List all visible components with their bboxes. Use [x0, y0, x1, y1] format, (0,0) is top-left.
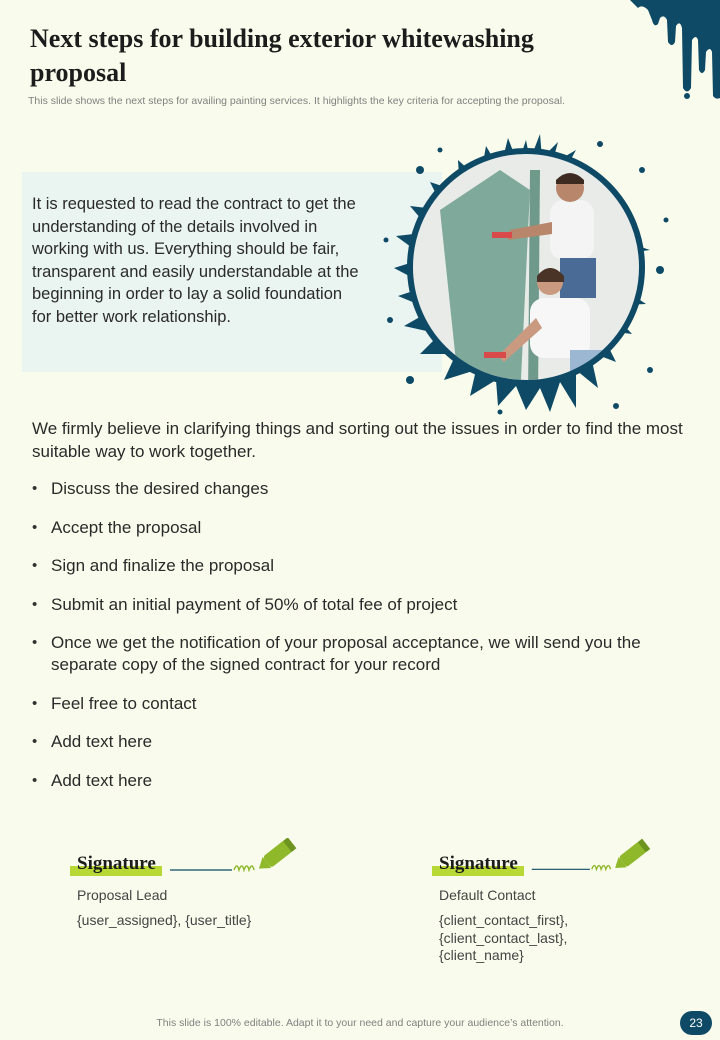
- pen-icon: [528, 838, 678, 880]
- signature-title: Signature: [439, 853, 518, 874]
- page-number-badge: 23: [680, 1011, 712, 1035]
- intro-text: It is requested to read the contract to get the understanding of the details involved in working with us. Everything should be fair, transparent and easily understandable at the beginning in order to lay a solid foundation for better work relationship.: [32, 195, 359, 326]
- lead-paragraph: We firmly believe in clarifying things and sorting out the issues in order to find the most suitable way to work together.: [32, 419, 683, 461]
- list-item: • Add text here: [32, 731, 692, 753]
- signature-block-proposal-lead: [70, 838, 330, 930]
- list-item: • Add text here: [32, 770, 692, 792]
- painters-photo: [380, 130, 680, 415]
- signature-name-field[interactable]: {user_assigned}, {user_title}: [77, 912, 252, 928]
- pen-icon: [166, 838, 326, 880]
- signature-name-field[interactable]: {client_contact_first}, {client_contact_last}, {client_name}: [439, 912, 569, 963]
- signature-role: Default Contact: [439, 887, 536, 903]
- list-item: • Accept the proposal: [32, 517, 692, 539]
- signature-block-default-contact: [432, 838, 682, 965]
- list-item: • Feel free to contact: [32, 693, 692, 715]
- steps-list: [32, 478, 692, 808]
- list-item: • Submit an initial payment of 50% of total fee of project: [32, 594, 692, 616]
- list-item: • Once we get the notification of your proposal acceptance, we will send you the separate copy of the signed contract for your record: [32, 632, 692, 676]
- signature-role: Proposal Lead: [77, 887, 168, 903]
- page-subtitle: This slide shows the next steps for availing painting services. It highlights the key criteria for accepting the proposal.: [28, 95, 565, 107]
- page-title: Next steps for building exterior whitewashing proposal: [30, 24, 534, 87]
- list-item: • Sign and finalize the proposal: [32, 555, 692, 577]
- paint-drip-icon: [630, 0, 720, 100]
- footer-note: This slide is 100% editable. Adapt it to your need and capture your audience’s attention.: [156, 1017, 564, 1029]
- list-item: • Discuss the desired changes: [32, 478, 692, 500]
- signature-title: Signature: [77, 853, 156, 874]
